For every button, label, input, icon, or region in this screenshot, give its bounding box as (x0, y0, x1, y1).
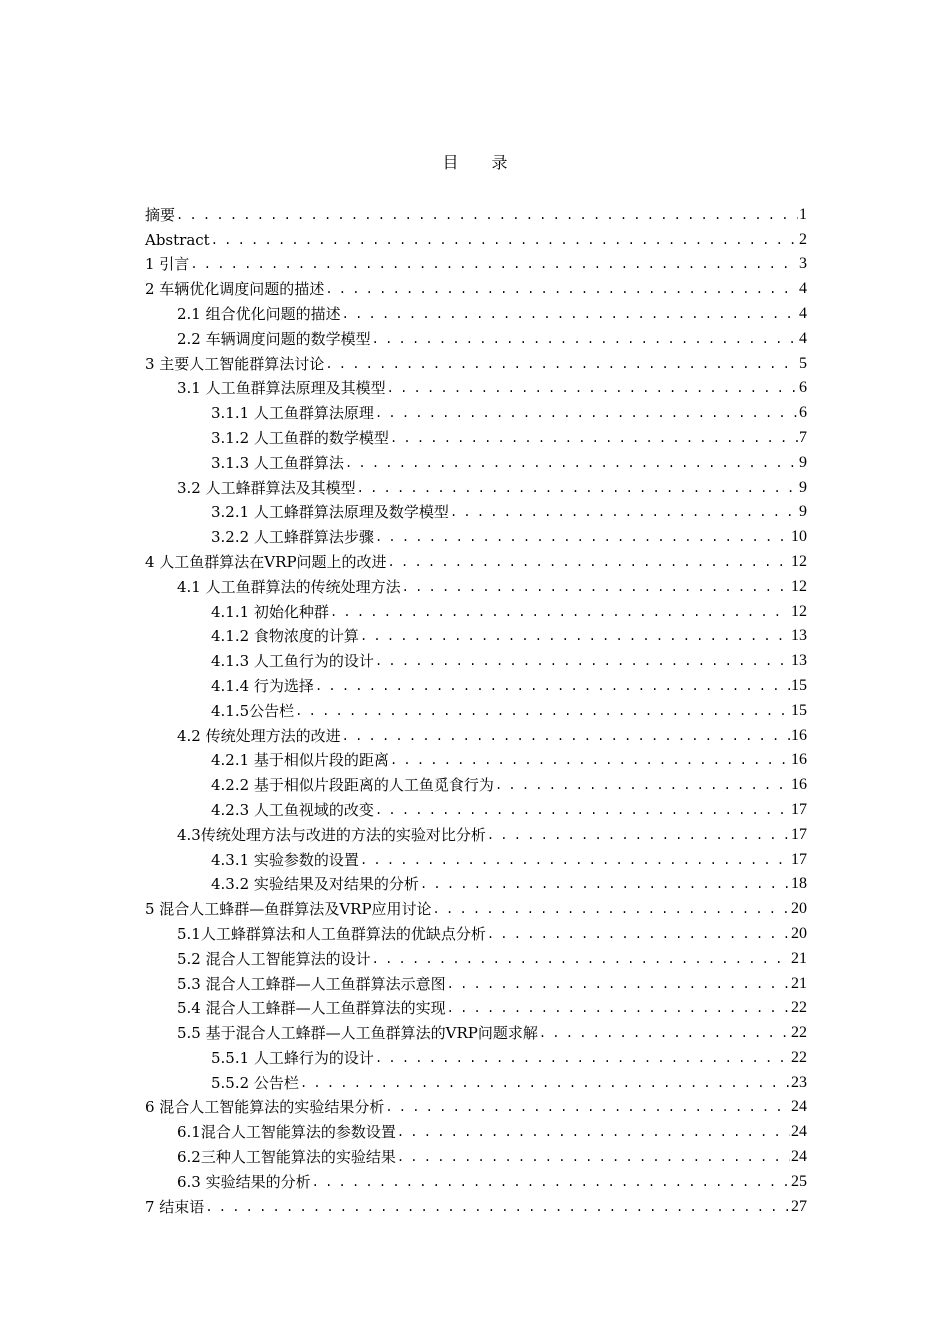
toc-entry-page-number: 21 (791, 949, 807, 967)
toc-entry-page-number: 4 (799, 304, 807, 322)
toc-entry-title: 5.3 混合人工蜂群—人工鱼群算法示意图 (177, 974, 446, 993)
toc-entry[interactable] (145, 1116, 807, 1141)
toc-entry-title: 4.1.2 食物浓度的计算 (211, 627, 359, 646)
toc-entry-title: 4.1.5公告栏 (211, 701, 295, 720)
dot-leader (176, 206, 798, 224)
toc-entry[interactable] (145, 422, 807, 447)
toc-entry-page-number: 6 (799, 404, 807, 422)
toc-entry-title: 3.1 人工鱼群算法原理及其模型 (177, 379, 386, 398)
toc-entry-title: 1 引言 (145, 255, 190, 274)
toc-entry[interactable] (145, 943, 807, 968)
toc-entry[interactable] (145, 695, 807, 720)
toc-heading: 目 录 (442, 153, 522, 172)
toc-entry-page-number: 15 (791, 701, 807, 719)
toc-entry[interactable] (145, 893, 807, 918)
dot-leader (375, 404, 798, 422)
toc-entry[interactable] (145, 571, 807, 596)
toc-entry-title: 5.4 混合人工蜂群—人工鱼群算法的实现 (177, 999, 446, 1018)
toc-entry-title: 5.1人工蜂群算法和人工鱼群算法的优缺点分析 (177, 924, 486, 943)
toc-entry[interactable] (145, 521, 807, 546)
dot-leader (345, 454, 798, 472)
toc-entry-page-number: 12 (791, 552, 807, 570)
toc-entry-title: 4.2.3 人工鱼视域的改变 (211, 800, 374, 819)
toc-entry-page-number: 5 (799, 354, 807, 372)
toc-entry[interactable] (145, 918, 807, 943)
toc-entry-title: 3.2.2 人工蜂群算法步骤 (211, 528, 374, 547)
toc-entry-title: 6 混合人工智能算法的实验结果分析 (145, 1098, 385, 1117)
toc-entry-page-number: 13 (791, 652, 807, 670)
toc-entry-page-number: 12 (791, 602, 807, 620)
toc-entry-title: 4.2 传统处理方法的改进 (177, 726, 341, 745)
toc-entry-title: 3 主要人工智能群算法讨论 (145, 354, 325, 373)
toc-entry[interactable] (145, 769, 807, 794)
toc-entry-page-number: 24 (791, 1098, 807, 1116)
toc-entry-title: 3.1.2 人工鱼群的数学模型 (211, 428, 389, 447)
dot-leader (360, 851, 790, 869)
toc-entry-title: 7 结束语 (145, 1197, 205, 1216)
toc-entry[interactable] (145, 968, 807, 993)
toc-entry[interactable] (145, 819, 807, 844)
toc-entry-title: 4.1 人工鱼群算法的传统处理方法 (177, 577, 401, 596)
toc-entry-page-number: 22 (791, 1048, 807, 1066)
dot-leader (420, 875, 790, 893)
table-of-contents (145, 199, 807, 1216)
toc-entry-page-number: 4 (799, 329, 807, 347)
dot-leader (433, 900, 790, 918)
dot-leader (375, 1049, 790, 1067)
dot-leader (295, 702, 790, 720)
toc-entry-page-number: 18 (791, 875, 807, 893)
dot-leader (390, 751, 790, 769)
toc-entry-title: Abstract (145, 230, 210, 249)
toc-entry[interactable] (145, 1042, 807, 1067)
toc-entry[interactable] (145, 1017, 807, 1042)
toc-entry[interactable] (145, 397, 807, 422)
dot-leader (487, 925, 790, 943)
dot-leader (450, 503, 798, 521)
toc-entry-page-number: 17 (791, 825, 807, 843)
toc-entry-page-number: 17 (791, 850, 807, 868)
dot-leader (315, 677, 790, 695)
toc-entry[interactable] (145, 273, 807, 298)
dot-leader (447, 999, 790, 1017)
dot-leader (539, 1024, 790, 1042)
toc-entry-page-number: 3 (799, 255, 807, 273)
toc-entry[interactable] (145, 348, 807, 373)
toc-entry-page-number: 24 (791, 1123, 807, 1141)
toc-entry[interactable] (145, 745, 807, 770)
dot-leader (388, 553, 790, 571)
toc-entry[interactable] (145, 720, 807, 745)
toc-entry-title: 3.1.3 人工鱼群算法 (211, 453, 344, 472)
toc-entry-title: 2.2 车辆调度问题的数学模型 (177, 329, 371, 348)
dot-leader (357, 479, 798, 497)
toc-entry-title: 5.2 混合人工智能算法的设计 (177, 949, 371, 968)
dot-leader (330, 603, 790, 621)
dot-leader (375, 652, 790, 670)
toc-entry-page-number: 15 (791, 676, 807, 694)
toc-entry-page-number: 16 (791, 726, 807, 744)
dot-leader (495, 776, 790, 794)
toc-entry-title: 3.1.1 人工鱼群算法原理 (211, 404, 374, 423)
toc-entry-page-number: 12 (791, 577, 807, 595)
toc-entry-page-number: 1 (799, 205, 807, 223)
toc-entry[interactable] (145, 199, 807, 224)
dot-leader (385, 1098, 790, 1116)
toc-entry[interactable] (145, 869, 807, 894)
dot-leader (397, 1148, 790, 1166)
toc-entry-page-number: 6 (799, 379, 807, 397)
dot-leader (325, 280, 798, 298)
toc-entry-title: 4.2.1 基于相似片段的距离 (211, 751, 389, 770)
dot-leader (342, 727, 790, 745)
toc-entry[interactable] (145, 621, 807, 646)
toc-entry-page-number: 7 (799, 428, 807, 446)
toc-entry-page-number: 16 (791, 776, 807, 794)
toc-entry[interactable] (145, 1191, 807, 1216)
toc-entry-page-number: 21 (791, 974, 807, 992)
toc-entry-page-number: 20 (791, 924, 807, 942)
toc-entry-page-number: 24 (791, 1148, 807, 1166)
dot-leader (342, 305, 798, 323)
dot-leader (211, 231, 798, 249)
toc-entry-title: 4.1.3 人工鱼行为的设计 (211, 652, 374, 671)
toc-entry-page-number: 9 (799, 478, 807, 496)
toc-entry-title: 5.5.1 人工蜂行为的设计 (211, 1048, 374, 1067)
toc-entry[interactable] (145, 1141, 807, 1166)
toc-entry[interactable] (145, 670, 807, 695)
toc-entry-page-number: 20 (791, 900, 807, 918)
toc-entry[interactable] (145, 224, 807, 249)
dot-leader (372, 950, 790, 968)
toc-entry-page-number: 16 (791, 751, 807, 769)
toc-entry[interactable] (145, 596, 807, 621)
dot-leader (387, 379, 798, 397)
dot-leader (190, 255, 798, 273)
dot-leader (325, 355, 798, 373)
toc-entry[interactable] (145, 546, 807, 571)
toc-entry[interactable] (145, 1166, 807, 1191)
toc-entry-page-number: 9 (799, 453, 807, 471)
toc-entry-title: 5 混合人工蜂群—鱼群算法及VRP应用讨论 (145, 900, 432, 919)
toc-entry-page-number: 27 (791, 1197, 807, 1215)
toc-entry-title: 3.2 人工蜂群算法及其模型 (177, 478, 356, 497)
toc-entry-page-number: 22 (791, 1024, 807, 1042)
toc-entry-title: 4.1.1 初始化种群 (211, 602, 329, 621)
toc-entry-title: 6.3 实验结果的分析 (177, 1172, 311, 1191)
dot-leader (205, 1198, 790, 1216)
toc-entry-page-number: 23 (791, 1073, 807, 1091)
dot-leader (487, 826, 790, 844)
toc-entry[interactable] (145, 497, 807, 522)
dot-leader (300, 1074, 790, 1092)
toc-entry-title: 4.3传统处理方法与改进的方法的实验对比分析 (177, 825, 486, 844)
toc-entry-title: 5.5 基于混合人工蜂群—人工鱼群算法的VRP问题求解 (177, 1024, 538, 1043)
toc-entry-title: 4.1.4 行为选择 (211, 676, 314, 695)
dot-leader (402, 578, 790, 596)
toc-entry-page-number: 2 (799, 230, 807, 248)
dot-leader (312, 1173, 790, 1191)
toc-entry[interactable] (145, 298, 807, 323)
toc-entry-page-number: 17 (791, 800, 807, 818)
toc-entry[interactable] (145, 447, 807, 472)
toc-entry[interactable] (145, 844, 807, 869)
toc-entry-title: 5.5.2 公告栏 (211, 1073, 299, 1092)
toc-entry-title: 3.2.1 人工蜂群算法原理及数学模型 (211, 503, 449, 522)
dot-leader (375, 801, 790, 819)
dot-leader (360, 627, 790, 645)
dot-leader (372, 330, 798, 348)
toc-entry[interactable] (145, 323, 807, 348)
toc-entry[interactable] (145, 1092, 807, 1117)
dot-leader (375, 528, 790, 546)
toc-entry-page-number: 13 (791, 627, 807, 645)
toc-entry-title: 4 人工鱼群算法在VRP问题上的改进 (145, 552, 387, 571)
toc-entry[interactable] (145, 373, 807, 398)
toc-entry[interactable] (145, 645, 807, 670)
toc-entry-title: 2 车辆优化调度问题的描述 (145, 280, 325, 299)
toc-entry-title: 6.2三种人工智能算法的实验结果 (177, 1148, 396, 1167)
toc-entry-title: 4.3.2 实验结果及对结果的分析 (211, 875, 419, 894)
dot-leader (390, 429, 798, 447)
toc-entry-title: 摘要 (145, 205, 176, 224)
dot-leader (447, 975, 790, 993)
toc-entry-title: 2.1 组合优化问题的描述 (177, 304, 341, 323)
toc-entry[interactable] (145, 794, 807, 819)
toc-entry-title: 4.3.1 实验参数的设置 (211, 850, 359, 869)
toc-entry[interactable] (145, 472, 807, 497)
toc-entry-page-number: 25 (791, 1172, 807, 1190)
toc-entry[interactable] (145, 249, 807, 274)
toc-entry-page-number: 4 (799, 280, 807, 298)
toc-entry-page-number: 22 (791, 999, 807, 1017)
toc-entry-title: 6.1混合人工智能算法的参数设置 (177, 1123, 396, 1142)
toc-entry-page-number: 9 (799, 503, 807, 521)
toc-entry-page-number: 10 (791, 528, 807, 546)
toc-entry-title: 4.2.2 基于相似片段距离的人工鱼觅食行为 (211, 776, 494, 795)
toc-entry[interactable] (145, 1067, 807, 1092)
toc-entry[interactable] (145, 993, 807, 1018)
dot-leader (397, 1123, 790, 1141)
